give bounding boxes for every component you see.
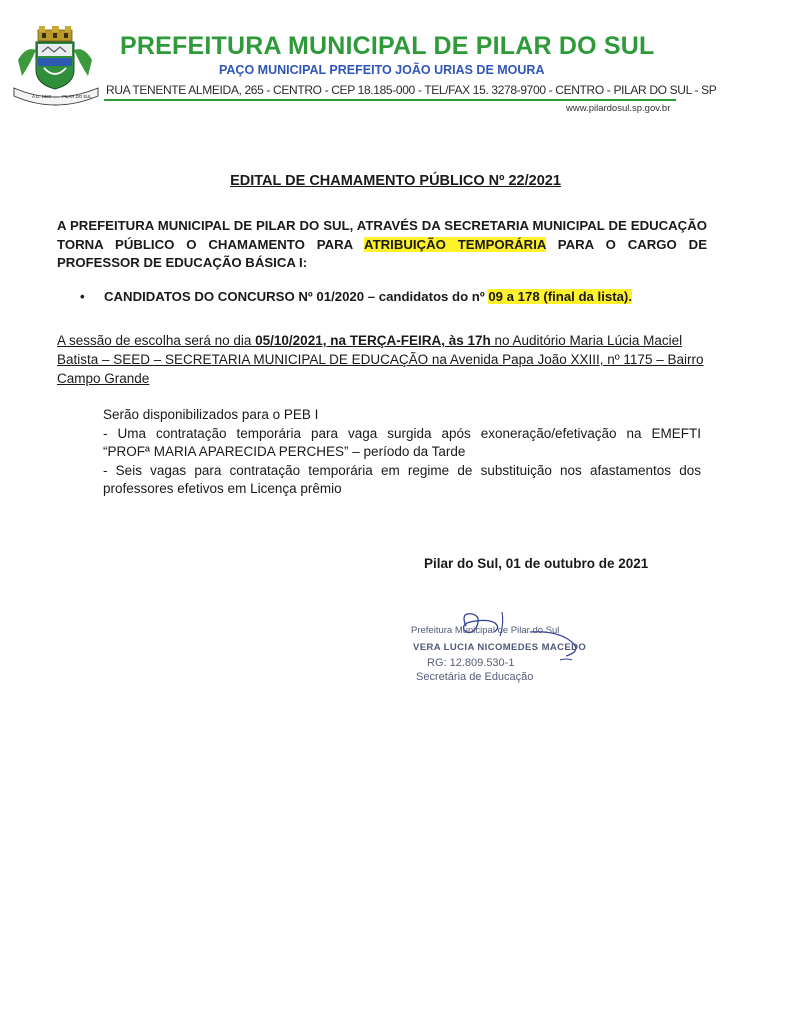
session-text-start: A sessão de escolha será no dia	[57, 333, 256, 348]
candidates-bullet	[80, 289, 720, 304]
vacancy-line-1: - Uma contratação temporária para vaga surgida após exoneração/efetivação na EMEFTI	[103, 425, 701, 441]
stamp-role: Secretária de Educação	[416, 671, 534, 683]
session-paragraph	[57, 331, 707, 388]
session-date: 05/10/2021, na TERÇA-FEIRA, às 17h	[255, 333, 491, 348]
intro-text-end: PARA O CARGO DE PROFESSOR DE EDUCAÇÃO BÁSICA I:	[57, 236, 707, 270]
header-divider	[104, 99, 676, 101]
bullet-highlight: 09 a 178 (final da lista).	[488, 289, 632, 304]
signature-stamp	[410, 610, 600, 690]
bullet-icon: •	[80, 289, 85, 304]
stamp-rg: RG: 12.809.530-1	[427, 657, 515, 669]
vacancy-line-3: - Seis vagas para contratação temporária em regime de substituição nos afastamentos dos professores efetivos em Licença prêmio	[103, 462, 701, 496]
header-website: www.pilardosul.sp.gov.br	[566, 103, 671, 114]
intro-paragraph	[57, 217, 707, 273]
bullet-text: CANDIDATOS DO CONCURSO Nº 01/2020 – candidatos do nº	[104, 289, 489, 304]
stamp-institution: Prefeitura Municipal de Pilar do Sul	[411, 625, 560, 636]
stamp-name: VERA LUCIA NICOMEDES MACEDO	[413, 642, 587, 653]
vacancies-title: Serão disponibilizados para o PEB I	[103, 407, 319, 422]
intro-text-start: A PREFEITURA MUNICIPAL DE PILAR DO SUL, ATRAVÉS DA SECRETARIA MUNICIPAL DE EDUCAÇÃO TORNA PÚBLICO O CHAMAMENTO PARA	[57, 218, 707, 252]
session-text-end: no Auditório Maria Lúcia Maciel Batista – SEED – SECRETARIA MUNICIPAL DE EDUCAÇÃO na Avenida Papa João XXIII, nº 1175 – Bairro Campo Grande	[57, 333, 704, 386]
municipal-coat-of-arms-icon	[8, 26, 104, 106]
header-subtitle: PAÇO MUNICIPAL PREFEITO JOÃO URIAS DE MOURA	[219, 63, 545, 77]
crest-ribbon-right: PILAR DO SUL	[62, 94, 92, 99]
vacancy-line-2: “PROFª MARIA APARECIDA PERCHES” – período da Tarde	[103, 444, 466, 459]
intro-highlight: ATRIBUIÇÃO TEMPORÁRIA	[364, 236, 546, 252]
vacancies-block	[103, 406, 701, 499]
header-address: RUA TENENTE ALMEIDA, 265 - CENTRO - CEP 18.185-000 - TEL/FAX 15. 3278-9700 - CENTRO - PILAR DO SUL - SP	[106, 83, 717, 97]
crest-ribbon-left: A.D. 1823	[32, 94, 52, 99]
document-heading-text: EDITAL DE CHAMAMENTO PÚBLICO Nº 22/2021	[230, 173, 561, 189]
header-title: PREFEITURA MUNICIPAL DE PILAR DO SUL	[120, 32, 655, 60]
dateline: Pilar do Sul, 01 de outubro de 2021	[424, 556, 649, 571]
document-heading	[0, 173, 791, 189]
